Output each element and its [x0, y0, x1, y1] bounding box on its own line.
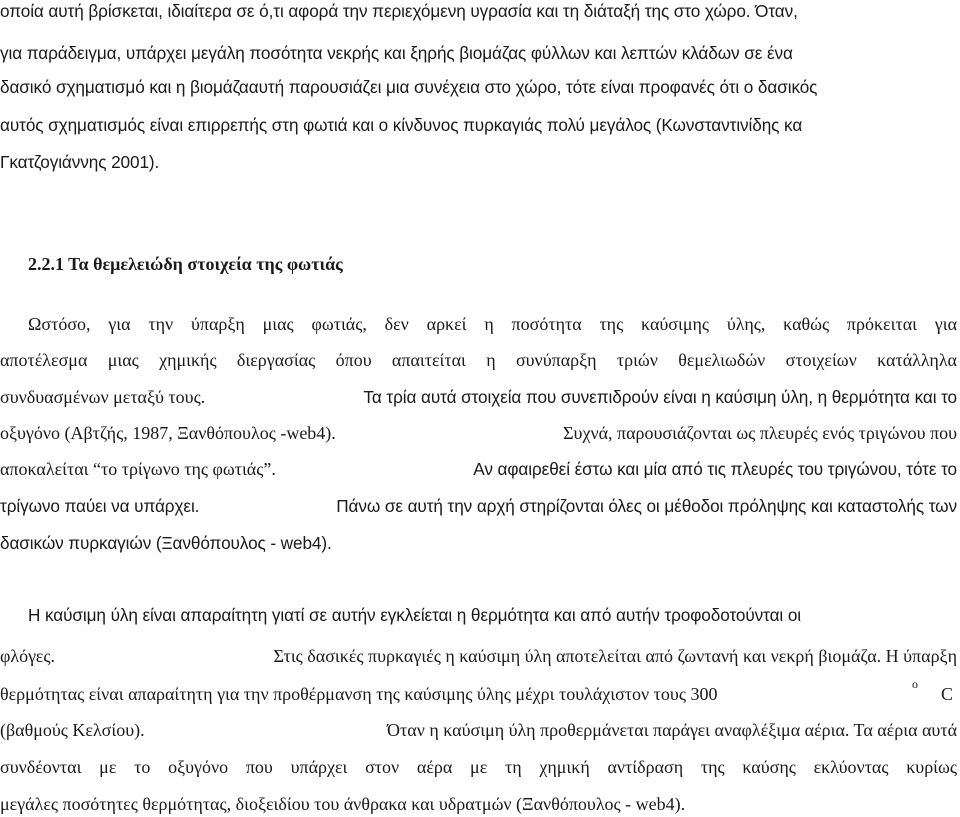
paragraph1-sentence-e: αποκαλείται “το τρίγωνο της φωτιάς”.	[0, 459, 276, 479]
paragraph1-line-6	[0, 495, 957, 517]
paragraph2-sentence-e: Όταν η καύσιμη ύλη προθερμάνεται παράγει αναφλέξιμα αέρια. Τα αέρια αυτά	[387, 720, 957, 740]
paragraph1-sentence-b: Τα τρία αυτά στοιχεία που συνεπιδρούν είναι η καύσιμη ύλη, η θερμότητα και το	[363, 387, 957, 407]
paragraph2-line-1: Η καύσιμη ύλη είναι απαραίτητη γιατί σε αυτήν εγκλείεται η θερμότητα και από αυτήν τροφοδοτούνται οι	[28, 605, 802, 625]
paragraph1-sentence-c: οξυγόνο (Αβτζής, 1987, Ξανθόπουλος -web4).	[0, 423, 336, 443]
paragraph1-sentence-d: Συχνά, παρουσιάζονται ως πλευρές ενός τριγώνου που	[563, 423, 957, 443]
paragraph2-sentence-a: φλόγες.	[0, 646, 55, 666]
paragraph2-sentence-d: (βαθμούς Κελσίου).	[0, 720, 145, 740]
paragraph1-sentence-g: τρίγωνο παύει να υπάρχει.	[0, 496, 200, 516]
paragraph1-sentence-f: Αν αφαιρεθεί έστω και μία από τις πλευρές του τριγώνου, τότε το	[473, 459, 957, 479]
paragraph1-line-1: Ωστόσο, για την ύπαρξη μιας φωτιάς, δεν αρκεί η ποσότητα της καύσιμης ύλης, καθώς πρόκειται για	[28, 314, 957, 334]
intro-line-1: οποία αυτή βρίσκεται, ιδιαίτερα σε ό,τι αφορά την περιεχόμενη υγρασία και τη διάταξή της στο χώρο. Όταν,	[0, 1, 798, 21]
paragraph2-sentence-c: θερμότητας είναι απαραίτητη για την προθέρμανση της καύσιμης ύλης μέχρι τουλάχιστον τους 300	[0, 684, 718, 704]
intro-line-2: για παράδειγμα, υπάρχει μεγάλη ποσότητα νεκρής και ξηρής βιομάζας φύλλων και λεπτών κλάδων σε ένα	[0, 43, 793, 63]
paragraph1-line-5	[0, 458, 957, 480]
paragraph1-line-3	[0, 386, 957, 408]
intro-line-5: Γκατζογιάννης 2001).	[0, 152, 160, 172]
paragraph1-line-2: αποτέλεσμα μιας χημικής διεργασίας όπου απαιτείται η συνύπαρξη τριών θεμελιωδών στοιχείων κατάλληλα	[0, 350, 957, 370]
paragraph1-sentence-h: Πάνω σε αυτή την αρχή στηρίζονται όλες οι μέθοδοι πρόληψης και καταστολής των	[336, 496, 957, 516]
paragraph2-line-2	[0, 645, 957, 667]
paragraph2-line-5: συνδέονται με το οξυγόνο που υπάρχει στον αέρα με τη χημική αντίδραση της καύσης εκλύοντας κυρίως	[0, 757, 957, 777]
paragraph2-line-6: μεγάλες ποσότητες θερμότητας, διοξειδίου του άνθρακα και υδρατμών (Ξανθόπουλος - web4).	[0, 794, 686, 814]
paragraph2-line-3	[0, 677, 957, 705]
section-heading: 2.2.1 Τα θεμελειώδη στοιχεία της φωτιάς	[28, 254, 343, 274]
paragraph1-sentence-a: συνδυασμένων μεταξύ τους.	[0, 387, 206, 407]
intro-line-3: δασικό σχηματισμό και η βιομάζααυτή παρουσιάζει μια συνέχεια στο χώρο, τότε είναι προφανές ότι ο δασικός	[0, 77, 818, 97]
paragraph1-line-4	[0, 422, 957, 444]
paragraph2-sentence-b: Στις δασικές πυρκαγιές η καύσιμη ύλη αποτελείται από ζωντανή και νεκρή βιομάζα. Η ύπαρξη	[273, 646, 957, 666]
celsius-unit: C	[941, 684, 954, 704]
degree-symbol: o	[912, 677, 918, 691]
intro-line-4: αυτός σχηματισμός είναι επιρρεπής στη φωτιά και ο κίνδυνος πυρκαγιάς πολύ μεγάλος (Κωνσταντινίδης κα	[0, 115, 803, 135]
paragraph1-line-7: δασικών πυρκαγιών (Ξανθόπουλος - web4).	[0, 533, 332, 553]
paragraph2-line-4	[0, 719, 957, 741]
